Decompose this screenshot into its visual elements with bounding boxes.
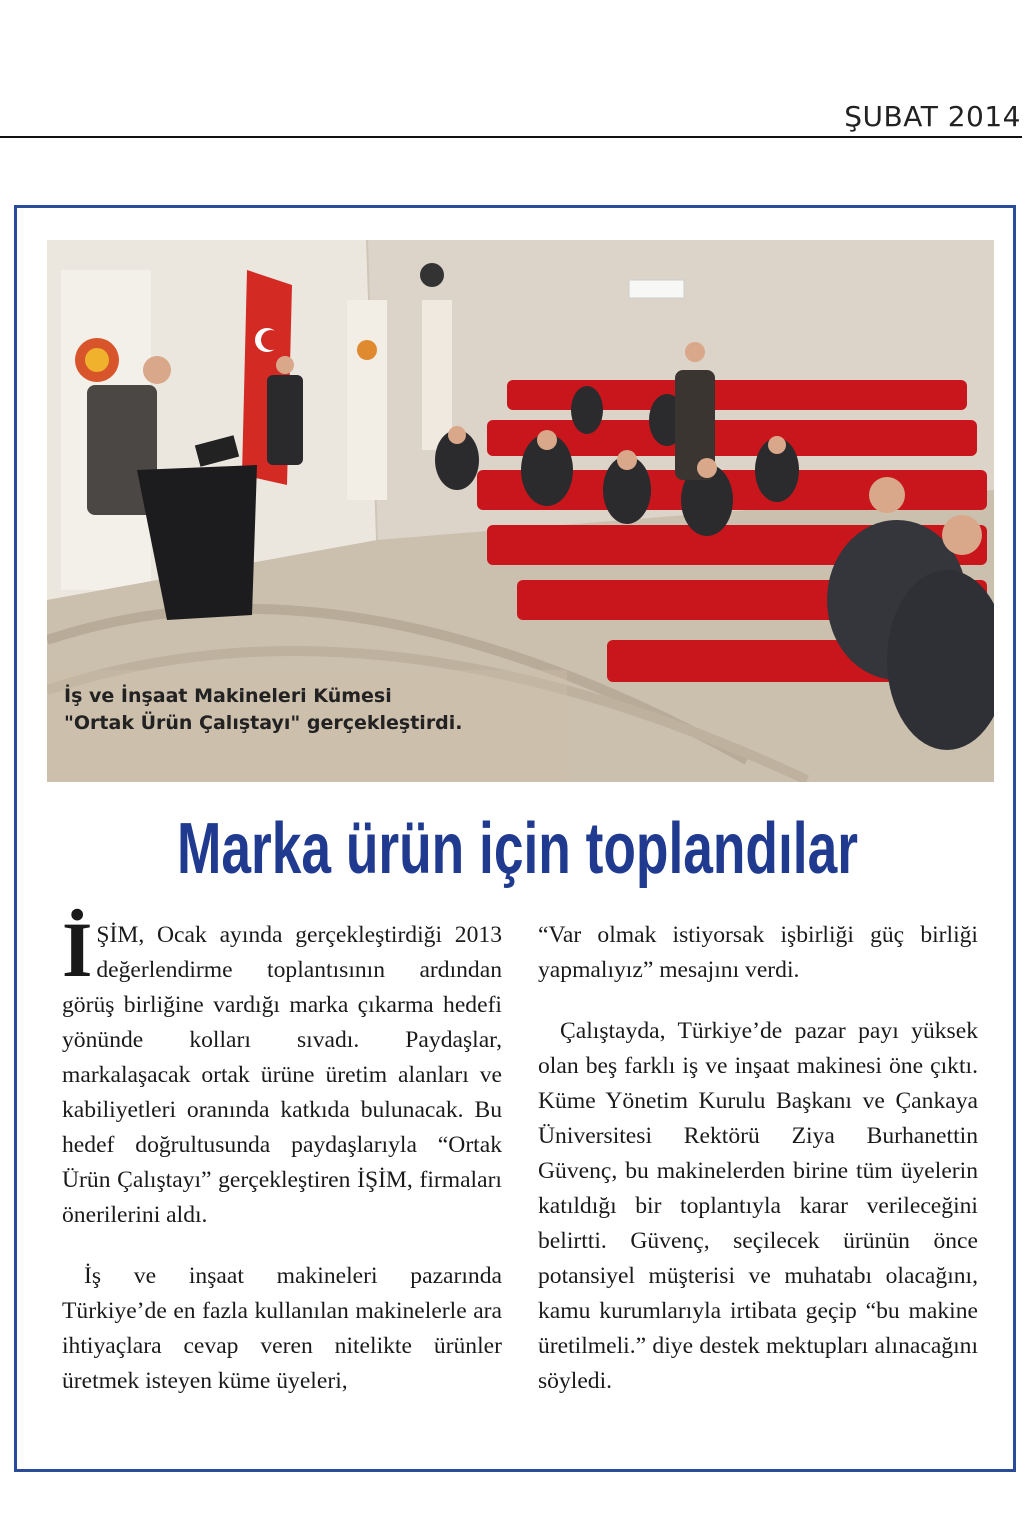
photo-caption xyxy=(64,683,463,737)
drop-cap: İ xyxy=(62,906,93,993)
issue-date: ŞUBAT 2014 xyxy=(844,100,1021,133)
paragraph-2: İş ve inşaat makineleri pazarında Türkiye’de en fazla kullanılan makinelerle ara ihtiyaçlara cevap veren nitelikte ürünler üretmek isteyen küme üyeleri, xyxy=(62,1263,502,1394)
paragraph-1 xyxy=(62,906,502,1233)
header-rule xyxy=(0,136,1022,138)
article-column-1 xyxy=(62,906,502,1399)
article-headline: Marka ürün için toplandılar xyxy=(177,809,858,889)
article-column-2 xyxy=(538,918,978,1399)
caption-line-2: "Ortak Ürün Çalıştayı" gerçekleştirdi. xyxy=(64,712,463,734)
caption-line-1: İş ve İnşaat Makineleri Kümesi xyxy=(64,685,392,707)
paragraph-4: Çalıştayda, Türkiye’de pazar payı yüksek olan beş farklı iş ve inşaat makinesi öne çıktı. Küme Yönetim Kurulu Başkanı ve Çankaya Üniversitesi Rektörü Ziya Burhanettin Güvenç, bu makinelerden birine tüm üyelerin katıldığı bir toplantıyla karar verileceğini belirtti. Güvenç, seçilecek ürünün önce potansiyel müşterisi ve muhatabı olacağını, kamu kurumlarıyla irtibata geçip “bu makine üretilmeli.” diye destek mektupları alınacağını söyledi. xyxy=(538,1018,978,1394)
paragraph-3: “Var olmak istiyorsak işbirliği güç birliği yapmalıyız” mesajını verdi. xyxy=(538,922,978,983)
paragraph-1-text: ŞİM, Ocak ayında gerçekleştirdiği 2013 değerlendirme toplantısının ardından görüş birliğine vardığı marka çıkarma hedefi yönünde kolları sıvadı. Paydaşlar, markalaşacak ortak ürüne üretim alanları ve kabiliyetleri oranında katkıda bulunacak. Bu hedef doğrultusunda paydaşlarıyla “Ortak Ürün Çalıştayı” gerçekleştiren İŞİM, firmaları önerilerini aldı. xyxy=(62,922,502,1228)
